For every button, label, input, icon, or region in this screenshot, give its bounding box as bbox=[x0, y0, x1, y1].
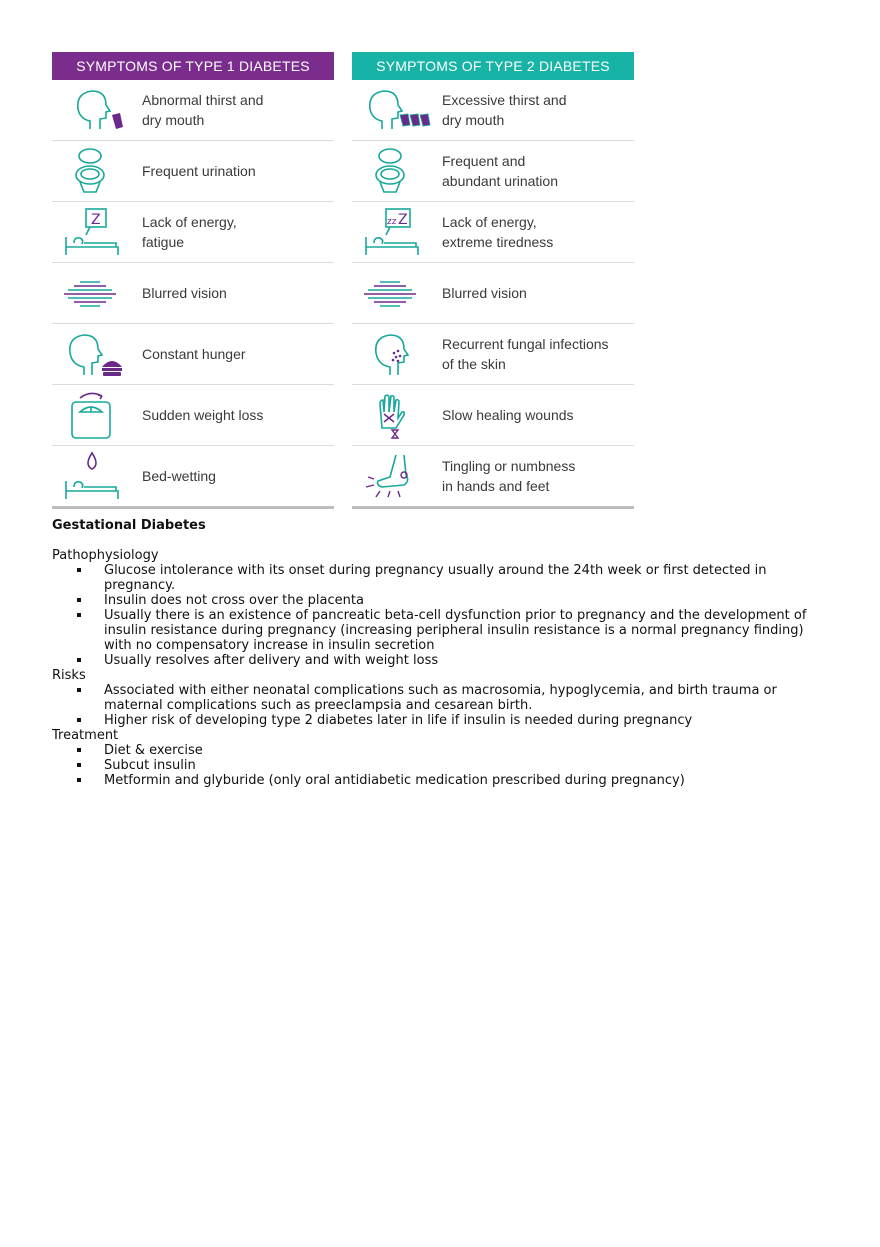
bullet-list bbox=[52, 683, 832, 728]
symptom-label: Lack of energy, extreme tiredness bbox=[442, 214, 554, 250]
symptom-label: Lack of energy, fatigue bbox=[142, 214, 237, 250]
risks-section bbox=[52, 668, 832, 728]
list-item: Usually resolves after delivery and with weight loss bbox=[52, 653, 832, 668]
subsection-title: Risks bbox=[52, 668, 86, 683]
symptom-row bbox=[352, 263, 634, 324]
hand-bandage-icon bbox=[360, 390, 436, 440]
symptom-row bbox=[352, 324, 634, 385]
symptom-row bbox=[352, 202, 634, 263]
section-heading: Gestational Diabetes bbox=[52, 518, 206, 533]
symptom-row bbox=[352, 80, 634, 141]
symptom-row bbox=[52, 446, 334, 509]
symptom-label: Abnormal thirst and dry mouth bbox=[142, 92, 264, 128]
head-drink-icon bbox=[60, 85, 136, 135]
symptom-label: Blurred vision bbox=[442, 285, 527, 301]
head-burger-icon bbox=[60, 329, 136, 379]
toilet-icon bbox=[360, 146, 436, 196]
list-item: Diet & exercise bbox=[52, 743, 832, 758]
symptom-label: Sudden weight loss bbox=[142, 407, 264, 423]
head-drinks-icon bbox=[360, 85, 436, 135]
symptom-row bbox=[52, 141, 334, 202]
symptom-row bbox=[352, 446, 634, 509]
list-item: Insulin does not cross over the placenta bbox=[52, 593, 832, 608]
blurred-eye-icon bbox=[360, 268, 436, 318]
symptom-row bbox=[52, 80, 334, 141]
toilet-icon bbox=[60, 146, 136, 196]
treatment-section bbox=[52, 728, 832, 788]
svg-text:zz: zz bbox=[387, 217, 397, 227]
sleeping-bed-icon bbox=[360, 207, 436, 257]
svg-text:Z: Z bbox=[91, 212, 101, 228]
symptom-label: Excessive thirst and dry mouth bbox=[442, 92, 567, 128]
list-item: Subcut insulin bbox=[52, 758, 832, 773]
type1-header: SYMPTOMS OF TYPE 1 DIABETES bbox=[52, 52, 334, 80]
symptom-label: Bed-wetting bbox=[142, 468, 216, 484]
foot-tingle-icon bbox=[360, 451, 436, 501]
symptom-label: Tingling or numbness in hands and feet bbox=[442, 458, 576, 494]
pathophysiology-section bbox=[52, 548, 832, 668]
list-item: Higher risk of developing type 2 diabetes later in life if insulin is needed during pregnancy bbox=[52, 713, 832, 728]
sleeping-bed-icon bbox=[60, 207, 136, 257]
symptom-label: Constant hunger bbox=[142, 346, 246, 362]
symptom-row bbox=[352, 385, 634, 446]
gestational-diabetes-section bbox=[52, 518, 832, 788]
list-item: Associated with either neonatal complications such as macrosomia, hypoglycemia, and birth trauma or maternal complications such as preeclampsia and cesarean birth. bbox=[52, 683, 832, 713]
bullet-list bbox=[52, 563, 832, 668]
symptom-row bbox=[52, 324, 334, 385]
subsection-title: Treatment bbox=[52, 728, 119, 743]
symptom-row bbox=[52, 385, 334, 446]
list-item: Metformin and glyburide (only oral antidiabetic medication prescribed during pregnancy) bbox=[52, 773, 832, 788]
symptom-label: Blurred vision bbox=[142, 285, 227, 301]
type2-header: SYMPTOMS OF TYPE 2 DIABETES bbox=[352, 52, 634, 80]
head-spots-icon bbox=[360, 329, 436, 379]
subsection-title: Pathophysiology bbox=[52, 548, 159, 563]
type2-symptoms-panel bbox=[352, 52, 634, 509]
symptom-label: Slow healing wounds bbox=[442, 407, 574, 423]
symptom-label: Frequent urination bbox=[142, 163, 256, 179]
symptom-row bbox=[352, 141, 634, 202]
bullet-list bbox=[52, 743, 832, 788]
symptom-label: Frequent and abundant urination bbox=[442, 153, 558, 189]
symptom-label: Recurrent fungal infections of the skin bbox=[442, 336, 609, 372]
list-item: Glucose intolerance with its onset during pregnancy usually around the 24th week or first detected in pregnancy. bbox=[52, 563, 832, 593]
svg-text:Z: Z bbox=[398, 212, 408, 228]
symptom-row bbox=[52, 202, 334, 263]
type1-symptoms-panel bbox=[52, 52, 334, 509]
bed-drop-icon bbox=[60, 451, 136, 501]
list-item: Usually there is an existence of pancreatic beta-cell dysfunction prior to pregnancy and the development of insulin resistance during pregnancy (increasing peripheral insulin resistance is a normal pregnancy finding) with no compensatory increase in insulin secretion bbox=[52, 608, 832, 653]
scale-icon bbox=[60, 390, 136, 440]
blurred-eye-icon bbox=[60, 268, 136, 318]
symptom-row bbox=[52, 263, 334, 324]
